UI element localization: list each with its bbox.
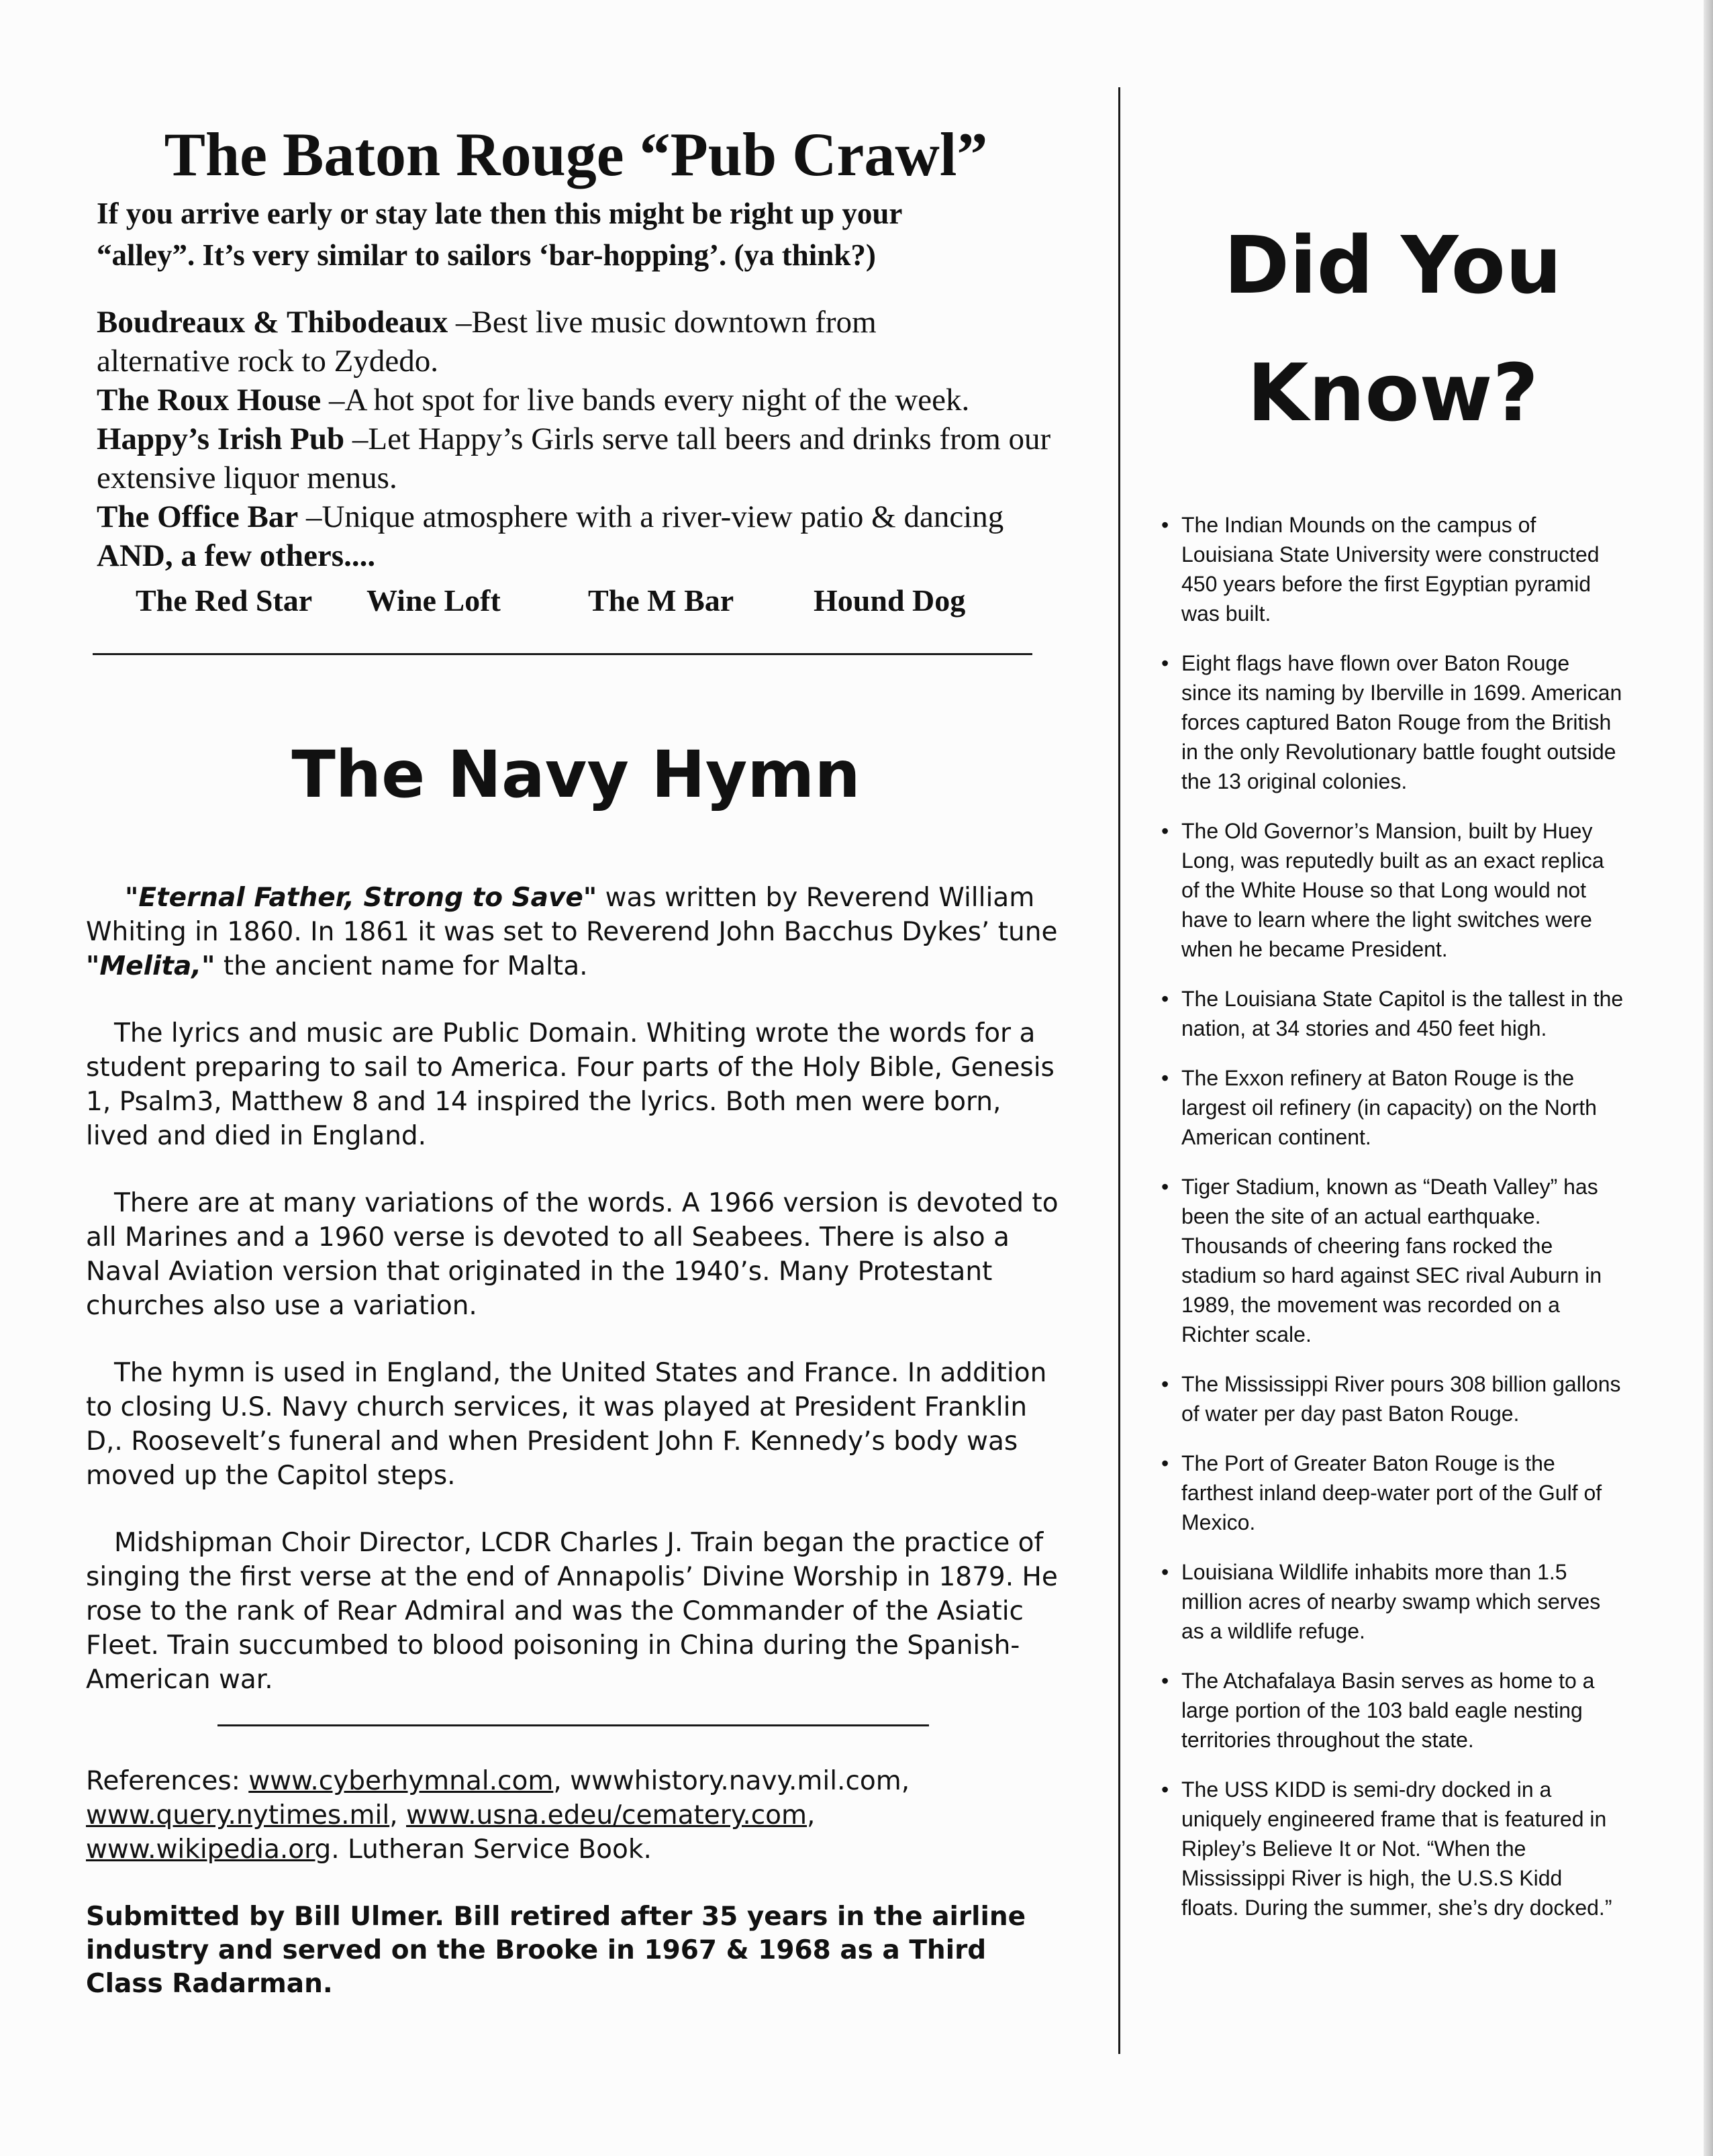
bullet-icon: • bbox=[1161, 1066, 1169, 1090]
fact-text: The Exxon refinery at Baton Rouge is the largest oil refinery (in capacity) on the North American continent. bbox=[1181, 1066, 1597, 1149]
hymn-paragraph: Midshipman Choir Director, LCDR Charles J. Train began the practice of singing the first verse at the end of Annapolis’ Divine Worship in 1879. He rose to the rank of Rear Admiral and was the Commander of the Asiatic Fleet. Train succumbed to blood poisoning in China during the Spanish-American war. bbox=[86, 1528, 1058, 1696]
bullet-icon: • bbox=[1161, 651, 1169, 675]
fact-item bbox=[1161, 1449, 1624, 1537]
venue-item bbox=[97, 381, 1066, 420]
hymn-paragraph: The hymn is used in England, the United States and France. In addition to closing U.S. Navy church services, it was played at President Franklin D,. Roosevelt’s funeral and when President John F. Kennedy’s body was moved up the Capitol steps. bbox=[86, 1358, 1047, 1491]
reference-link[interactable]: www.wikipedia.org bbox=[86, 1834, 332, 1865]
hymn-song-title: "Eternal Father, Strong to Save" bbox=[125, 883, 597, 914]
hymn-paragraph: There are at many variations of the words. A 1966 version is devoted to all Marines and a 1960 verse is devoted to all Seabees. There is also a Naval Aviation version that originated in the 1940’s. Many Protestant churches also use a variation. bbox=[86, 1188, 1059, 1322]
venue-item bbox=[97, 420, 1063, 497]
other-venue: The M Bar bbox=[588, 583, 734, 618]
bullet-icon: • bbox=[1161, 1451, 1169, 1475]
pub-crawl-intro bbox=[97, 193, 1066, 276]
hymn-text: was written by Reverend William Whiting in 1860. In 1861 it was set to Reverend John Bacchus Dykes’ tune bbox=[86, 883, 1058, 948]
other-venue: Wine Loft bbox=[366, 583, 501, 618]
others-label bbox=[97, 536, 1066, 575]
fact-item bbox=[1161, 1172, 1624, 1349]
fact-text: Louisiana Wildlife inhabits more than 1.5 million acres of nearby swamp which serves as a wildlife refuge. bbox=[1181, 1560, 1601, 1643]
venue-item bbox=[97, 303, 969, 381]
navy-hymn-title: The Navy Hymn bbox=[291, 737, 861, 813]
fact-item bbox=[1161, 816, 1624, 964]
venue-name: The Roux House bbox=[97, 383, 322, 418]
bullet-icon: • bbox=[1161, 987, 1169, 1011]
column-divider bbox=[1118, 87, 1120, 2054]
venue-description: –A hot spot for live bands every night of the week. bbox=[329, 383, 970, 418]
fact-item bbox=[1161, 1369, 1624, 1428]
venue-description: –Unique atmosphere with a river-view patio & dancing bbox=[305, 499, 1004, 535]
hymn-tune-name: "Melita," bbox=[86, 951, 215, 982]
other-venue: The Red Star bbox=[136, 583, 313, 618]
fact-item bbox=[1161, 1063, 1624, 1152]
reference-text: . Lutheran Service Book. bbox=[331, 1834, 652, 1865]
pub-crawl-title: The Baton Rouge “Pub Crawl” bbox=[164, 120, 988, 189]
fact-text: The Atchafalaya Basin serves as home to a large portion of the 103 bald eagle nesting territories throughout the state. bbox=[1181, 1669, 1595, 1752]
fact-text: The Old Governor’s Mansion, built by Huey Long, was reputedly built as an exact replica of the White House so that Long would not have to learn where the light switches were when he became President. bbox=[1181, 819, 1604, 961]
bullet-icon: • bbox=[1161, 1372, 1169, 1396]
facts-list bbox=[1161, 510, 1624, 1922]
fact-text: The Mississippi River pours 308 billion gallons of water per day past Baton Rouge. bbox=[1181, 1372, 1621, 1426]
hymn-text: the ancient name for Malta. bbox=[215, 951, 588, 982]
bullet-icon: • bbox=[1161, 1669, 1169, 1693]
left-column bbox=[86, 121, 1066, 2001]
reference-link[interactable]: www.cyberhymnal.com bbox=[248, 1766, 554, 1797]
page-edge-shadow bbox=[1704, 0, 1713, 2156]
venue-description: –Let Happy’s Girls serve tall beers and drinks from our extensive liquor menus. bbox=[97, 422, 1051, 496]
bullet-icon: • bbox=[1161, 1175, 1169, 1199]
fact-text: The Port of Greater Baton Rouge is the farthest inland deep-water port of the Gulf of Mexico. bbox=[1181, 1451, 1602, 1534]
venue-name: Happy’s Irish Pub bbox=[97, 422, 345, 457]
other-venue: Hound Dog bbox=[814, 583, 966, 618]
section-divider bbox=[93, 653, 1032, 655]
fact-text: The Louisiana State Capitol is the tallest in the nation, at 34 stories and 450 feet high. bbox=[1181, 987, 1624, 1040]
right-column bbox=[1161, 201, 1624, 1943]
fact-item bbox=[1161, 648, 1624, 796]
hymn-paragraph bbox=[86, 881, 1066, 983]
references bbox=[86, 1764, 1066, 1867]
reference-link[interactable]: www.query.nytimes.mil bbox=[86, 1800, 390, 1831]
bullet-icon: • bbox=[1161, 1560, 1169, 1584]
venue-name: Boudreaux & Thibodeaux bbox=[97, 305, 448, 340]
fact-item bbox=[1161, 984, 1624, 1043]
did-you-know-title-line1: Did You bbox=[1224, 219, 1562, 311]
fact-item bbox=[1161, 510, 1624, 628]
fact-item bbox=[1161, 1666, 1624, 1755]
bullet-icon: • bbox=[1161, 513, 1169, 537]
bullet-icon: • bbox=[1161, 1777, 1169, 1802]
fact-text: Tiger Stadium, known as “Death Valley” has been the site of an actual earthquake. Thousands of cheering fans rocked the stadium so hard against SEC rival Auburn in 1989, the movement was recorded on a Richter scale. bbox=[1181, 1175, 1602, 1346]
did-you-know-title-line2: Know? bbox=[1247, 346, 1538, 439]
bullet-icon: • bbox=[1161, 819, 1169, 843]
reference-text: , wwwhistory.navy.mil.com, bbox=[553, 1766, 910, 1797]
venue-name: The Office Bar bbox=[97, 499, 299, 535]
pub-crawl-intro-line1: If you arrive early or stay late then this might be right up your bbox=[97, 197, 903, 231]
fact-text: The USS KIDD is semi-dry docked in a uniquely engineered frame that is featured in Ripley’s Believe It or Not. “When the Mississippi River is high, the U.S.S Kidd floats. During the summer, she’s dry docked.” bbox=[1181, 1777, 1612, 1920]
reference-text: , bbox=[389, 1800, 407, 1831]
reference-text: , bbox=[807, 1800, 816, 1831]
venue-item bbox=[97, 497, 1066, 536]
other-venues-list bbox=[136, 581, 1066, 621]
references-label: References: bbox=[86, 1766, 249, 1797]
section-divider bbox=[217, 1724, 929, 1726]
fact-item bbox=[1161, 1775, 1624, 1922]
did-you-know-title bbox=[1161, 201, 1624, 456]
submitted-by: Submitted by Bill Ulmer. Bill retired after 35 years in the airline industry and served on the Brooke in 1967 & 1968 as a Third Class Radarman. bbox=[86, 1902, 1026, 2000]
fact-item bbox=[1161, 1557, 1624, 1646]
reference-link[interactable]: www.usna.edeu/cematery.com bbox=[406, 1800, 807, 1831]
others-label-text: AND, a few others.... bbox=[97, 538, 376, 574]
venue-description: –Best live music downtown from alternative rock to Zydedo. bbox=[97, 305, 877, 379]
pub-crawl-intro-line2: “alley”. It’s very similar to sailors ‘bar-hopping’. (ya think?) bbox=[97, 238, 876, 273]
hymn-paragraph: The lyrics and music are Public Domain. Whiting wrote the words for a student preparing to sail to America. Four parts of the Holy Bible, Genesis 1, Psalm3, Matthew 8 and 14 inspired the lyrics. Both men were born, lived and died in England. bbox=[86, 1018, 1055, 1152]
navy-hymn-section bbox=[86, 737, 1066, 2001]
pub-crawl-section bbox=[86, 121, 1066, 655]
fact-text: Eight flags have flown over Baton Rouge since its naming by Iberville in 1699. American forces captured Baton Rouge from the British in the only Revolutionary battle fought outside the 13 original colonies. bbox=[1181, 651, 1622, 793]
fact-text: The Indian Mounds on the campus of Louisiana State University were constructed 450 years before the first Egyptian pyramid was built. bbox=[1181, 513, 1600, 626]
